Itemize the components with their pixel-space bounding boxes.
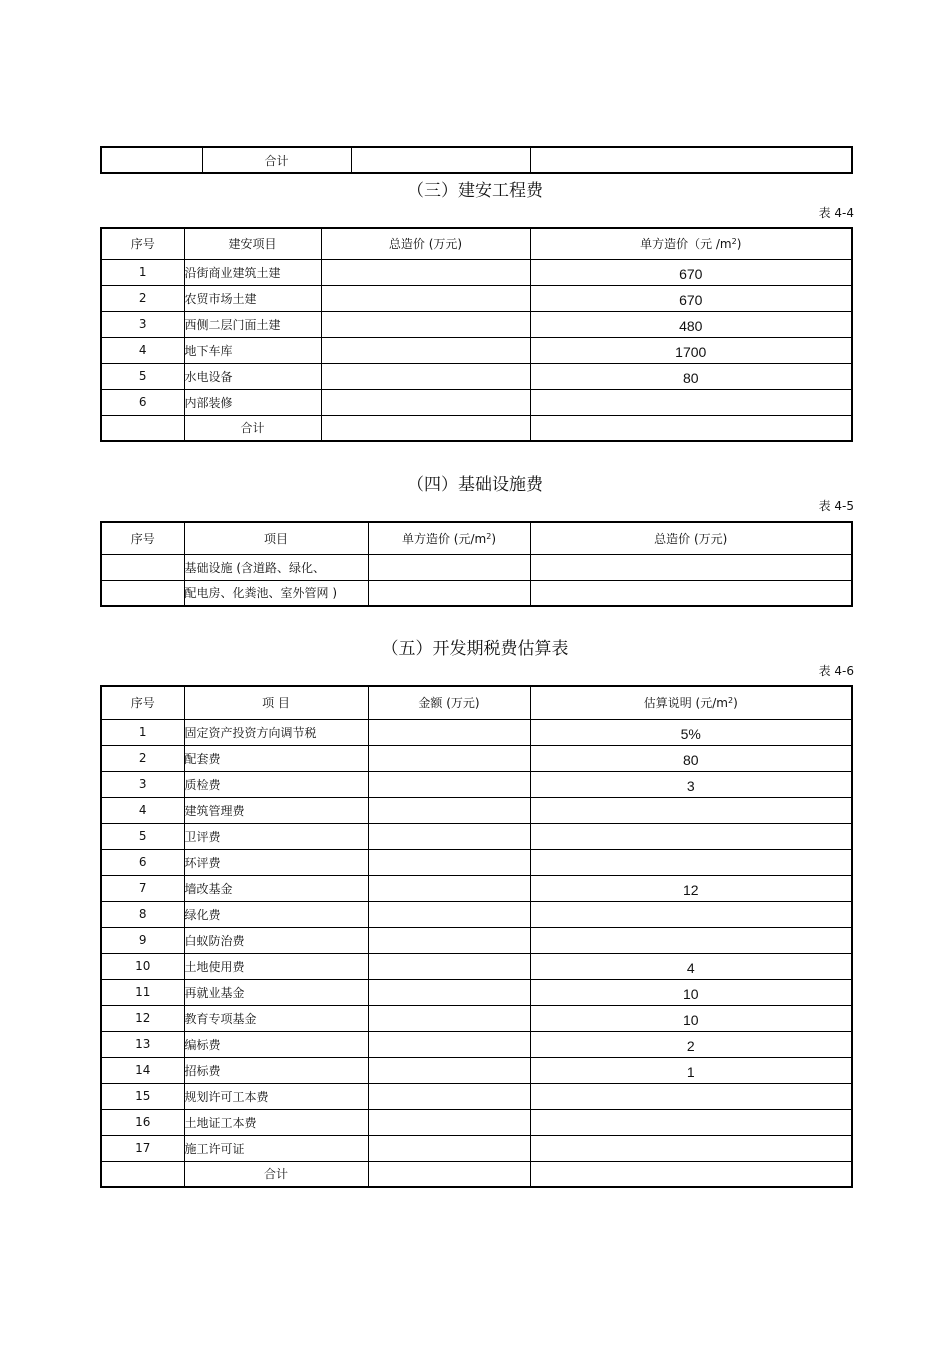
header-cell: 总造价 (万元) [530,522,852,554]
table-cell [368,1031,530,1057]
table-cell: 绿化费 [184,901,368,927]
header-cell: 序号 [101,686,184,719]
table-row [101,363,852,389]
table-cell: 白蚁防治费 [184,927,368,953]
section-title: （四）基础设施费 [407,475,543,495]
table-row [101,554,852,580]
table-cell [530,927,852,953]
table-cell: 1700 [530,337,852,363]
table-cell [368,771,530,797]
table-cell: 480 [530,311,852,337]
table-cell [321,389,530,415]
table-cell: 6 [101,849,184,875]
table-cell: 5% [530,719,852,745]
table-cell [368,901,530,927]
table-cell [368,719,530,745]
header-cell: 项 目 [184,686,368,719]
total-label: 合计 [202,147,351,173]
table-cell: 3 [101,311,184,337]
table-cell: 16 [101,1109,184,1135]
table-row [101,580,852,606]
table-cell: 10 [530,979,852,1005]
table-cell: 6 [101,389,184,415]
table-row [101,719,852,745]
table-cell [368,797,530,823]
table-row [101,1005,852,1031]
table-cell: 规划许可工本费 [184,1083,368,1109]
table-cell: 建筑管理费 [184,797,368,823]
table-cell [321,337,530,363]
table-row [101,259,852,285]
table-cell: 1 [530,1057,852,1083]
table-cell: 2 [101,745,184,771]
header-cell: 金额 (万元) [368,686,530,719]
table-row [101,927,852,953]
table-cell: 14 [101,1057,184,1083]
table-row [101,285,852,311]
table-cell: 12 [101,1005,184,1031]
table-cell [530,580,852,606]
table-cell: 固定资产投资方向调节税 [184,719,368,745]
table-cell [321,363,530,389]
total-label: 合计 [184,415,321,441]
table-cell [101,580,184,606]
table-cell [368,849,530,875]
table-cell [530,1135,852,1161]
table-cell [321,285,530,311]
table-cell: 11 [101,979,184,1005]
table-cell [368,554,530,580]
table-row [101,1083,852,1109]
table-cell [530,1083,852,1109]
table-number: 表 4-6 [818,664,854,678]
table-cell [530,797,852,823]
table-cell [368,580,530,606]
table-cell: 配套费 [184,745,368,771]
table-cell: 3 [530,771,852,797]
table-cell: 670 [530,259,852,285]
table-cell: 地下车库 [184,337,321,363]
table-cell [368,1083,530,1109]
table-cell: 10 [101,953,184,979]
table-row [101,797,852,823]
total-row [101,1161,852,1187]
table-cell [368,1135,530,1161]
section-title: （五）开发期税费估算表 [381,639,569,659]
table-header-row [101,686,852,719]
table-cell [530,823,852,849]
table-cell: 5 [101,363,184,389]
table-row [101,823,852,849]
table-row [101,771,852,797]
header-cell: 估算说明 (元$/m^2$) [530,686,852,719]
table-cell [530,849,852,875]
table-row [101,875,852,901]
infrastructure-cost-table [100,521,853,607]
table-cell: 10 [530,1005,852,1031]
header-cell: 序号 [101,228,184,259]
table-cell [368,927,530,953]
table-row [101,147,852,173]
table-cell [368,1109,530,1135]
table-cell [530,389,852,415]
table-cell: 12 [530,875,852,901]
table-cell: 80 [530,363,852,389]
table-row [101,979,852,1005]
table-cell: 4 [530,953,852,979]
table-row [101,1057,852,1083]
table-cell [368,875,530,901]
table-cell: 招标费 [184,1057,368,1083]
header-cell: 项目 [184,522,368,554]
table-cell [530,901,852,927]
table-cell: 670 [530,285,852,311]
table-cell [321,311,530,337]
table-cell [368,953,530,979]
table-cell [101,554,184,580]
total-row [101,415,852,441]
table-cell: 内部装修 [184,389,321,415]
table-cell: 教育专项基金 [184,1005,368,1031]
table-cell: 9 [101,927,184,953]
table-cell [530,1109,852,1135]
table-cell [368,745,530,771]
table-number: 表 4-4 [818,206,854,220]
tax-fee-estimate-table [100,685,853,1188]
total-label: 合计 [184,1161,368,1187]
table-cell: 施工许可证 [184,1135,368,1161]
construction-cost-table [100,227,853,442]
table-cell [530,554,852,580]
table-row [101,1109,852,1135]
table-cell [368,1005,530,1031]
table-header-row [101,522,852,554]
table-cell: 13 [101,1031,184,1057]
table-cell: 沿街商业建筑土建 [184,259,321,285]
top-total-table [100,146,853,174]
table-row [101,311,852,337]
table-cell: 5 [101,823,184,849]
table-cell: 西侧二层门面土建 [184,311,321,337]
table-row [101,901,852,927]
table-cell: 80 [530,745,852,771]
table-cell: 质检费 [184,771,368,797]
table-cell [368,1057,530,1083]
table-cell: 1 [101,259,184,285]
table-cell: 农贸市场土建 [184,285,321,311]
table-number: 表 4-5 [818,499,854,513]
table-cell: 基础设施 (含道路、绿化、 [184,554,368,580]
table-cell: 编标费 [184,1031,368,1057]
header-cell: 建安项目 [184,228,321,259]
table-cell: 4 [101,337,184,363]
header-cell: 单方造价（元 $/m^2$) [530,228,852,259]
table-row [101,1135,852,1161]
table-cell: 卫评费 [184,823,368,849]
table-row [101,389,852,415]
table-cell: 8 [101,901,184,927]
table-row [101,337,852,363]
table-row [101,953,852,979]
table-cell [368,823,530,849]
table-cell: 再就业基金 [184,979,368,1005]
table-cell: 环评费 [184,849,368,875]
table-cell: 2 [530,1031,852,1057]
table-cell: 1 [101,719,184,745]
table-row [101,745,852,771]
table-cell: 墙改基金 [184,875,368,901]
table-cell: 4 [101,797,184,823]
table-cell [321,259,530,285]
header-cell: 序号 [101,522,184,554]
table-cell: 3 [101,771,184,797]
table-row [101,849,852,875]
table-cell: 土地使用费 [184,953,368,979]
header-cell: 总造价 (万元) [321,228,530,259]
table-cell: 7 [101,875,184,901]
table-cell: 土地证工本费 [184,1109,368,1135]
table-header-row [101,228,852,259]
table-row [101,1031,852,1057]
table-cell: 配电房、化粪池、室外管网 ) [184,580,368,606]
table-cell [368,979,530,1005]
section-title: （三）建安工程费 [407,181,543,201]
table-cell: 水电设备 [184,363,321,389]
table-cell: 2 [101,285,184,311]
table-cell: 15 [101,1083,184,1109]
header-cell: 单方造价 (元$/m^2$) [368,522,530,554]
table-cell: 17 [101,1135,184,1161]
